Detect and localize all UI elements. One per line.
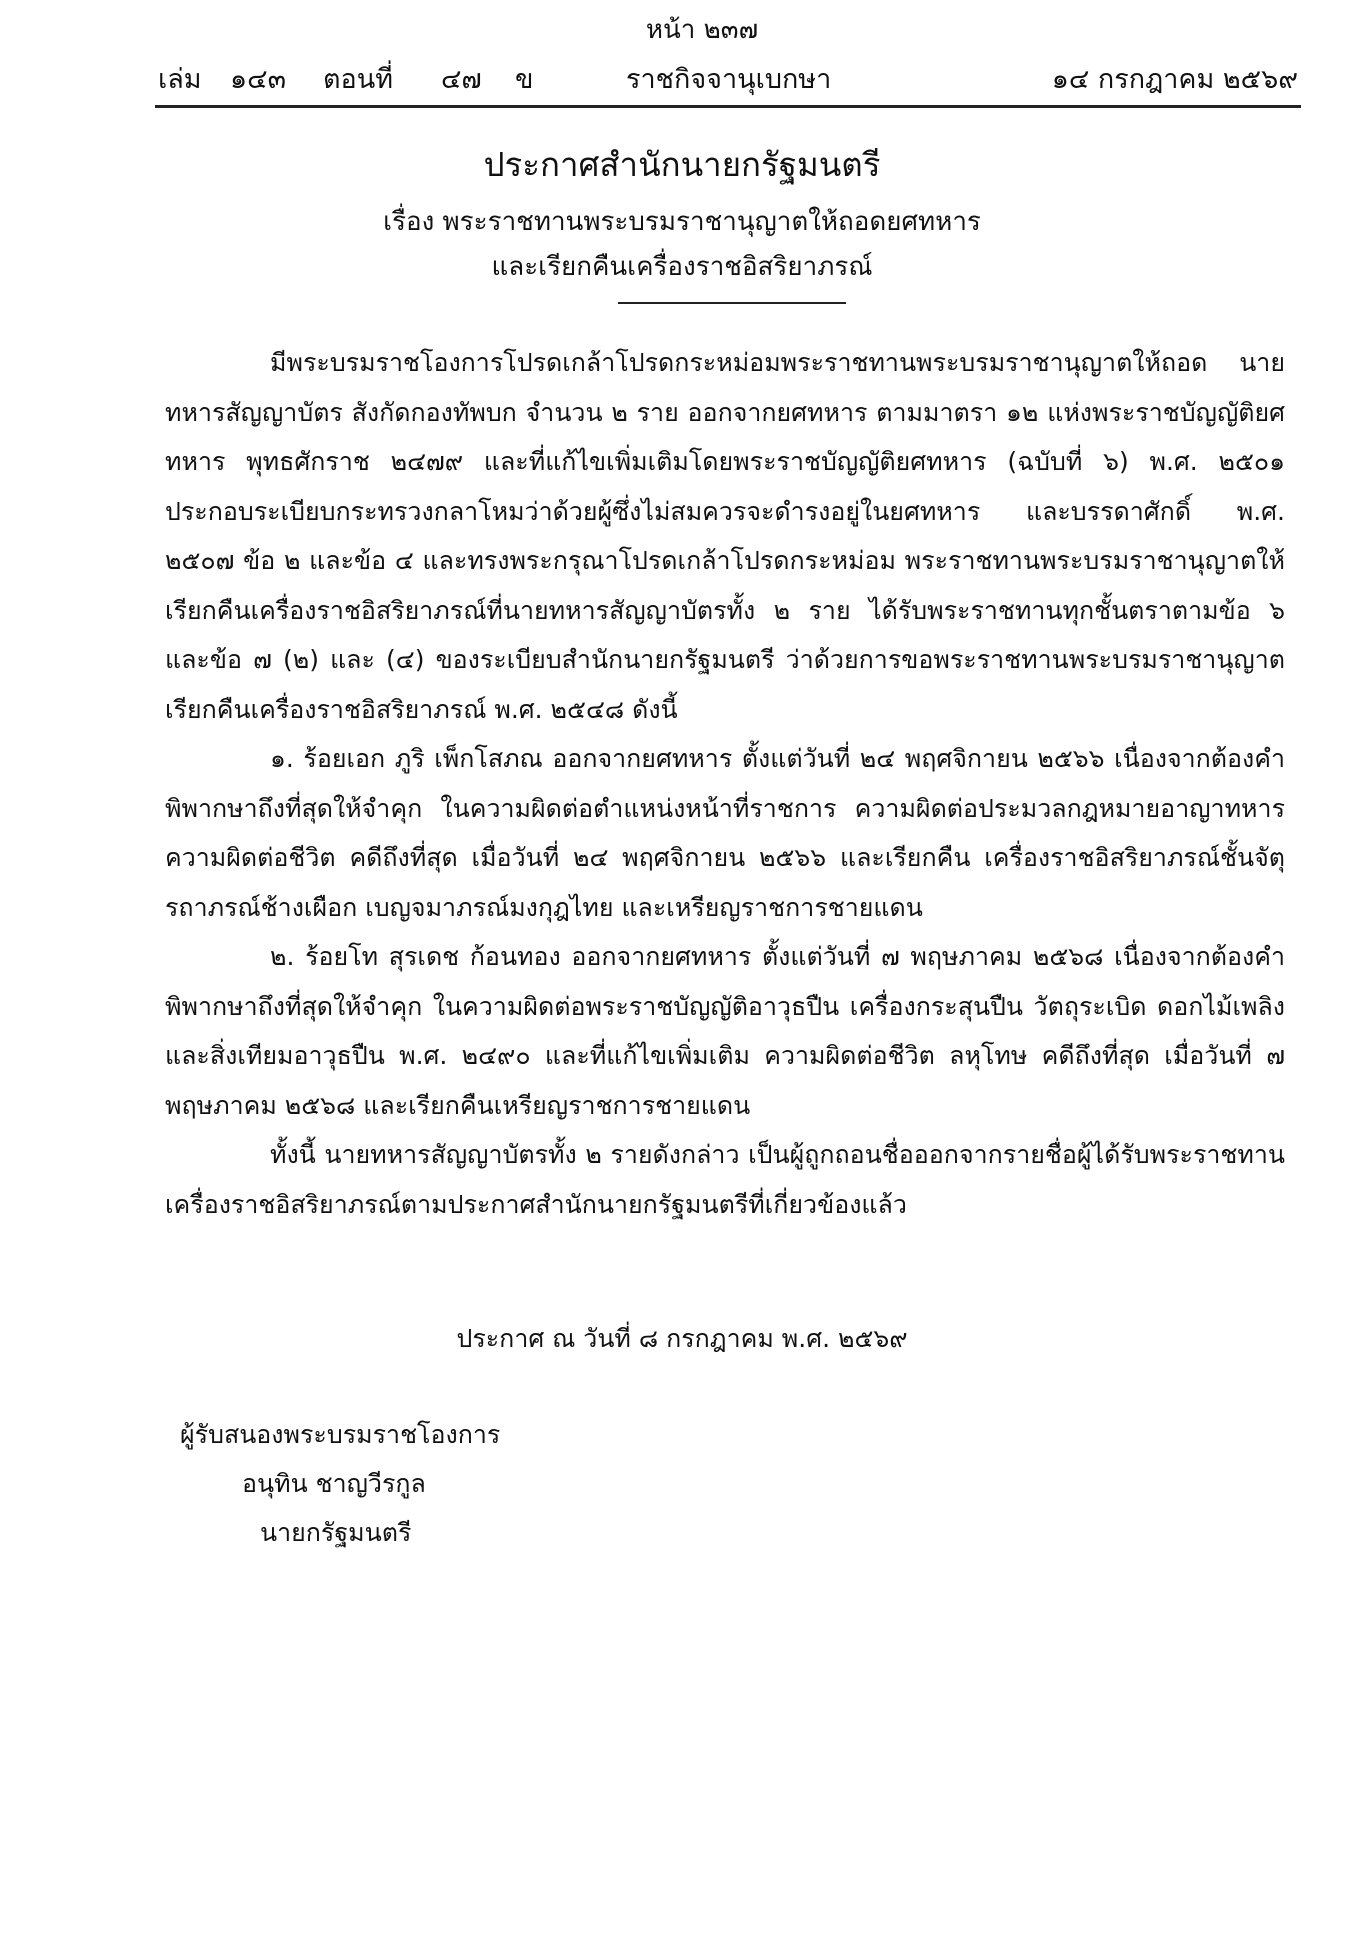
title-divider bbox=[618, 302, 846, 304]
page-number: หน้า ๒๓๗ bbox=[645, 15, 759, 45]
gazette-header bbox=[158, 60, 1298, 100]
gazette-name: ราชกิจจานุเบกษา bbox=[626, 64, 832, 95]
item-1-paragraph: ๑. ร้อยเอก ภูริ เพ็กโสภณ ออกจากยศทหาร ตั้งแต่วันที่ ๒๔ พฤศจิกายน ๒๕๖๖ เนื่องจากต้องคำพิพากษาถึงที่สุดให้จำคุก ในความผิดต่อตำแหน่งหน้าที่ราชการ ความผิดต่อประมวลกฎหมายอาญาทหาร ความผิดต่อชีวิต คดีถึงที่สุด เมื่อวันที่ ๒๔ พฤศจิกายน ๒๕๖๖ และเรียกคืน เครื่องราชอิสริยาภรณ์ชั้นจัตุรถาภรณ์ช้างเผือก เบญจมาภรณ์มงกุฎไทย และเหรียญราชการชายแดน bbox=[165, 744, 1285, 922]
section-letter: ข bbox=[515, 64, 534, 95]
header-divider bbox=[155, 105, 1301, 108]
subject-line-2: และเรียกคืนเครื่องราชอิสริยาภรณ์ bbox=[491, 252, 873, 282]
signatory-name: อนุทิน ชาญวีรกูล bbox=[242, 1469, 426, 1498]
intro-paragraph: มีพระบรมราชโองการโปรดเกล้าโปรดกระหม่อมพระราชทานพระบรมราชานุญาตให้ถอด นายทหารสัญญาบัตร สังกัดกองทัพบก จำนวน ๒ ราย ออกจากยศทหาร ตามมาตรา ๑๒ แห่งพระราชบัญญัติยศทหาร พุทธศักราช ๒๔๗๙ และที่แก้ไขเพิ่มเติมโดยพระราชบัญญัติยศทหาร (ฉบับที่ ๖) พ.ศ. ๒๕๐๑ ประกอบระเบียบกระทรวงกลาโหมว่าด้วยผู้ซึ่งไม่สมควรจะดำรงอยู่ในยศทหาร และบรรดาศักดิ์ พ.ศ. ๒๕๐๗ ข้อ ๒ และข้อ ๔ และทรงพระกรุณาโปรดเกล้าโปรดกระหม่อม พระราชทานพระบรมราชานุญาตให้เรียกคืนเครื่องราชอิสริยาภรณ์ที่นายทหารสัญญาบัตรทั้ง ๒ ราย ได้รับพระราชทานทุกชั้นตราตามข้อ ๖ และข้อ ๗ (๒) และ (๔) ของระเบียบสำนักนายกรัฐมนตรี ว่าด้วยการขอพระราชทานพระบรมราชานุญาตเรียกคืนเครื่องราชอิสริยาภรณ์ พ.ศ. ๒๕๔๘ ดังนี้ bbox=[165, 348, 1285, 724]
volume-number: ๑๔๓ bbox=[230, 64, 287, 95]
signatory-position: นายกรัฐมนตรี bbox=[260, 1518, 412, 1547]
subject-line-1: เรื่อง พระราชทานพระบรมราชานุญาตให้ถอดยศทหาร bbox=[383, 207, 981, 237]
signature-block bbox=[180, 1410, 500, 1557]
countersign-label: ผู้รับสนองพระบรมราชโองการ bbox=[180, 1420, 501, 1449]
issue-label: ตอนที่ bbox=[323, 64, 394, 95]
document-title: ประกาศสำนักนายกรัฐมนตรี bbox=[483, 145, 881, 184]
issue-number: ๔๗ bbox=[441, 64, 482, 95]
announcement-date: ประกาศ ณ วันที่ ๘ กรกฎาคม พ.ศ. ๒๕๖๙ bbox=[456, 1324, 908, 1353]
publication-date: ๑๔ กรกฎาคม ๒๕๖๙ bbox=[1051, 64, 1298, 95]
document-body bbox=[165, 338, 1285, 1229]
volume-label: เล่ม bbox=[158, 64, 202, 95]
conclusion-paragraph: ทั้งนี้ นายทหารสัญญาบัตรทั้ง ๒ รายดังกล่าว เป็นผู้ถูกถอนชื่อออกจากรายชื่อผู้ได้รับพระราชทาน เครื่องราชอิสริยาภรณ์ตามประกาศสำนักนายกรัฐมนตรีที่เกี่ยวข้องแล้ว bbox=[165, 1140, 1285, 1219]
item-2-paragraph: ๒. ร้อยโท สุรเดช ก้อนทอง ออกจากยศทหาร ตั้งแต่วันที่ ๗ พฤษภาคม ๒๕๖๘ เนื่องจากต้องคำพิพากษาถึงที่สุดให้จำคุก ในความผิดต่อพระราชบัญญัติอาวุธปืน เครื่องกระสุนปืน วัตถุระเบิด ดอกไม้เพลิง และสิ่งเทียมอาวุธปืน พ.ศ. ๒๔๙๐ และที่แก้ไขเพิ่มเติม ความผิดต่อชีวิต ลหุโทษ คดีถึงที่สุด เมื่อวันที่ ๗ พฤษภาคม ๒๕๖๘ และเรียกคืนเหรียญราชการชายแดน bbox=[165, 942, 1285, 1120]
